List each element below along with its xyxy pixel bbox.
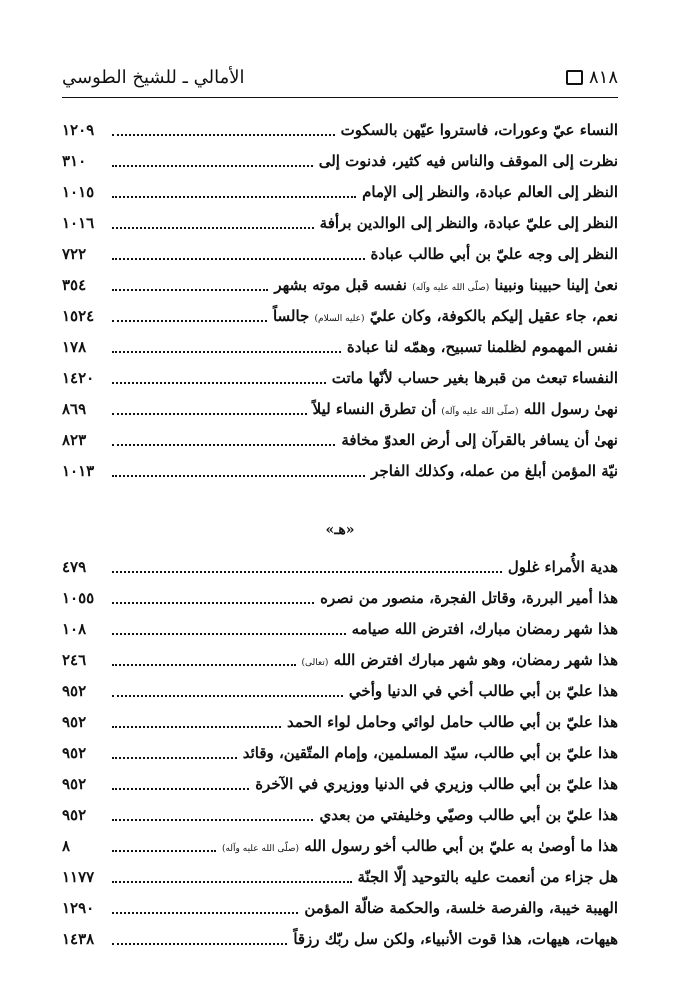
entry-phrase: نظرت إلى الموقف والناس فيه كثير، فدنوت إلى	[318, 152, 618, 170]
entry-phrase: هذا ما أوصىٰ به عليّ بن أبي طالب أخو رسول الله	[304, 837, 618, 855]
index-entry	[62, 800, 618, 831]
entry-phrase: هذا شهر رمضان، وهو شهر مبارك افترض الله	[333, 651, 618, 669]
entry-phrase: هذا عليّ بن أبي طالب، سيّد المسلمين، وإمام المتّقين، وقائد	[242, 744, 618, 762]
entry-text	[320, 208, 618, 239]
entry-phrase: نهىٰ رسول الله	[523, 400, 618, 418]
entry-phrase-continued: نفسه قبل موته بشهر	[274, 276, 407, 294]
page-box-icon	[566, 70, 583, 85]
entry-text	[274, 270, 618, 304]
entry-reference-number: ١٤٣٨	[62, 930, 95, 948]
entry-phrase: النظر إلى وجه عليّ بن أبي طالب عبادة	[370, 245, 618, 263]
entry-honorific-note: (تعالى)	[301, 658, 329, 668]
entry-text	[358, 862, 619, 893]
dot-leader	[112, 602, 314, 604]
entry-reference-number: ١٠١٣	[62, 462, 95, 480]
dot-leader	[112, 664, 296, 666]
header-rule	[62, 97, 618, 98]
dot-leader	[112, 788, 249, 790]
entry-phrase: هل جزاء من أنعمت عليه بالتوحيد إلّا الجنّة	[357, 868, 618, 886]
running-title: الأمالي ـ للشيخ الطوسي	[62, 66, 245, 88]
entry-phrase: النفساء تبعث من قبرها بغير حساب لأنّها ماتت	[331, 369, 618, 387]
page-header	[62, 60, 618, 94]
entry-reference-number: ٣١٠	[62, 152, 87, 170]
entry-phrase: نفس المهموم لظلمنا تسبيح، وهمّه لنا عبادة	[346, 338, 618, 356]
entry-phrase: نيّة المؤمن أبلغ من عمله، وكذلك الفاجر	[371, 462, 618, 480]
index-entry	[62, 115, 618, 146]
entry-reference-number: ٣٥٤	[62, 276, 87, 294]
page-number: ٨١٨	[588, 66, 618, 88]
entry-text	[349, 676, 618, 707]
entry-honorific-note: (عليه السلام)	[314, 314, 365, 324]
dot-leader	[112, 726, 281, 728]
entry-reference-number: ١٠٥٥	[62, 589, 95, 607]
entry-honorific-note: (صلّى الله عليه وآله)	[412, 283, 490, 293]
entry-text	[293, 924, 618, 955]
index-entry	[62, 769, 618, 800]
entry-text	[319, 146, 618, 177]
entry-phrase: النساء عيّ وعورات، فاستروا عيّهن بالسكوت	[340, 121, 618, 139]
index-entry	[62, 425, 618, 456]
entry-reference-number: ١٥٢٤	[62, 307, 95, 325]
dot-leader	[112, 351, 341, 353]
entry-reference-number: ٩٥٢	[62, 682, 87, 700]
entry-text	[320, 583, 618, 614]
entry-reference-number: ٩٥٢	[62, 744, 87, 762]
entry-text	[304, 893, 618, 924]
entry-phrase: هذا شهر رمضان مبارك، افترض الله صيامه	[351, 620, 618, 638]
entry-phrase: هذا عليّ بن أبي طالب حامل لوائي وحامل لواء الحمد	[286, 713, 618, 731]
dot-leader	[112, 695, 343, 697]
dot-leader	[112, 258, 365, 260]
entry-text	[371, 239, 618, 270]
dot-leader	[112, 134, 335, 136]
index-entry	[62, 301, 618, 332]
entry-honorific-note: (صلّى الله عليه وآله)	[441, 407, 519, 417]
entry-honorific-note: (صلّى الله عليه وآله)	[221, 844, 300, 854]
entry-text	[347, 332, 618, 363]
entry-text	[287, 707, 618, 738]
index-entry	[62, 552, 618, 583]
dot-leader	[112, 196, 356, 198]
entry-reference-number: ٨٢٣	[62, 431, 87, 449]
dot-leader	[112, 413, 307, 415]
entry-reference-number: ٩٥٢	[62, 806, 87, 824]
index-entry	[62, 862, 618, 893]
dot-leader	[112, 444, 335, 446]
entry-reference-number: ١٢٠٩	[62, 121, 95, 139]
index-section-ha	[62, 552, 618, 955]
dot-leader	[112, 165, 313, 167]
index-entry	[62, 456, 618, 487]
index-entry	[62, 583, 618, 614]
entry-reference-number: ١١٧٧	[62, 868, 95, 886]
entry-text	[273, 301, 618, 335]
index-entry	[62, 707, 618, 738]
entry-reference-number: ١٠٨	[62, 620, 87, 638]
index-entry	[62, 208, 618, 239]
dot-leader	[112, 912, 298, 914]
dot-leader	[112, 382, 326, 384]
entry-phrase: هيهات، هيهات، هذا قوت الأنبياء، ولكن سل ربّك رزقاً	[293, 930, 618, 948]
index-entry	[62, 332, 618, 363]
entry-text	[222, 831, 618, 865]
dot-leader	[112, 289, 268, 291]
entry-reference-number: ١٤٢٠	[62, 369, 95, 387]
entry-text	[341, 425, 618, 456]
page-number-block	[566, 67, 618, 88]
dot-leader	[112, 819, 313, 821]
entry-reference-number: ١٧٨	[62, 338, 87, 356]
entry-phrase: هذا عليّ بن أبي طالب وصيّي وخليفتي من بعدي	[319, 806, 618, 824]
entry-reference-number: ٨٦٩	[62, 400, 87, 418]
dot-leader	[112, 850, 216, 852]
entry-reference-number: ١٠١٦	[62, 214, 95, 232]
entry-phrase: هدية الأُمراء غلول	[507, 558, 618, 576]
dot-leader	[112, 881, 352, 883]
section-letter-heading: «هـ»	[325, 522, 355, 538]
entry-phrase-continued: جالساً	[272, 307, 310, 325]
dot-leader	[112, 320, 267, 322]
dot-leader	[112, 757, 237, 759]
entry-phrase: الهيبة خيبة، والفرصة خلسة، والحكمة ضالّة المؤمن	[304, 899, 618, 917]
entry-text	[302, 645, 619, 679]
entry-reference-number: ١٢٩٠	[62, 899, 95, 917]
entry-text	[341, 115, 618, 146]
index-entry	[62, 177, 618, 208]
index-section-nun	[62, 115, 618, 487]
entry-phrase: النظر إلى العالم عبادة، والنظر إلى الإمام	[362, 183, 618, 201]
index-entry	[62, 146, 618, 177]
entry-phrase: نعىٰ إلينا حبيبنا ونبينا	[494, 276, 618, 294]
index-entry	[62, 924, 618, 955]
entry-reference-number: ٢٤٦	[62, 651, 87, 669]
entry-phrase: هذا عليّ بن أبي طالب أخي في الدنيا وأخي	[348, 682, 618, 700]
dot-leader	[112, 227, 314, 229]
entry-reference-number: ٨	[62, 837, 71, 855]
entry-text	[319, 800, 618, 831]
entry-text	[508, 552, 618, 583]
entry-text	[371, 456, 618, 487]
entry-text	[313, 394, 618, 428]
entry-text	[243, 738, 618, 769]
entry-reference-number: ٤٧٩	[62, 558, 87, 576]
entry-reference-number: ٩٥٢	[62, 775, 87, 793]
entry-text	[362, 177, 618, 208]
dot-leader	[112, 571, 502, 573]
index-entry	[62, 831, 618, 862]
index-entry	[62, 394, 618, 425]
index-entry	[62, 363, 618, 394]
index-entry	[62, 893, 618, 924]
entry-phrase: نعم، جاء عقيل إليكم بالكوفة، وكان عليّ	[369, 307, 618, 325]
entry-text	[352, 614, 618, 645]
entry-phrase: النظر إلى عليّ عبادة، والنظر إلى الوالدين برأفة	[319, 214, 618, 232]
dot-leader	[112, 633, 346, 635]
entry-text	[332, 363, 618, 394]
index-entry	[62, 676, 618, 707]
entry-reference-number: ١٠١٥	[62, 183, 95, 201]
index-entry	[62, 645, 618, 676]
dot-leader	[112, 475, 365, 477]
index-entry	[62, 614, 618, 645]
index-entry	[62, 270, 618, 301]
entry-phrase: هذا عليّ بن أبي طالب وزيري في الدنيا ووزيري في الآخرة	[255, 775, 618, 793]
entry-text	[255, 769, 618, 800]
entry-phrase: هذا أمير البررة، وقاتل الفجرة، منصور من نصره	[320, 589, 618, 607]
index-entry	[62, 738, 618, 769]
entry-phrase: نهىٰ أن يسافر بالقرآن إلى أرض العدوّ مخافة	[341, 431, 618, 449]
entry-reference-number: ٩٥٢	[62, 713, 87, 731]
entry-phrase-continued: أن تطرق النساء ليلاً	[312, 400, 437, 418]
entry-reference-number: ٧٢٢	[62, 245, 87, 263]
dot-leader	[112, 943, 287, 945]
index-entry	[62, 239, 618, 270]
